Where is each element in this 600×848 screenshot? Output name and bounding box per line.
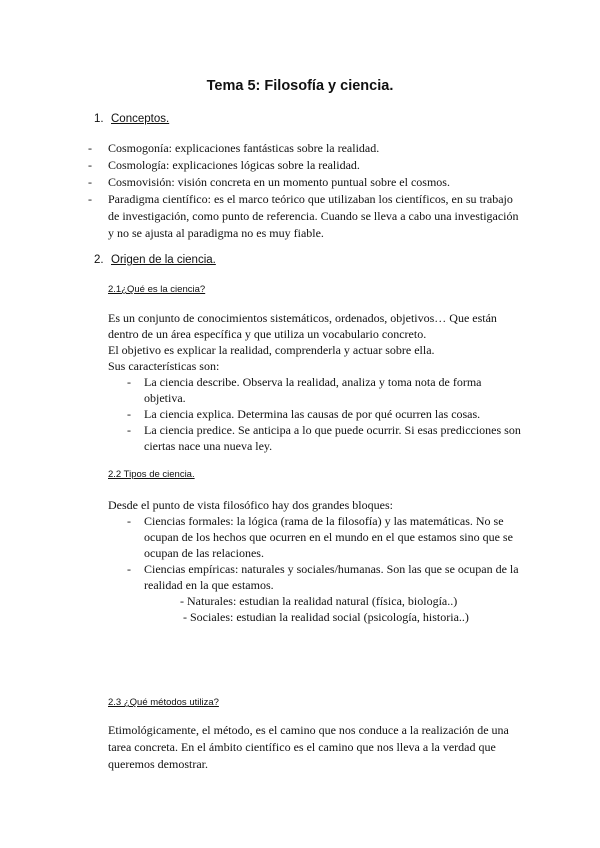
dash-bullet: - (127, 423, 131, 437)
paragraph-line: queremos demostrar. (108, 757, 208, 771)
subsection-heading-2-1: 2.1¿Qué es la ciencia? (108, 284, 206, 295)
page-title: Tema 5: Filosofía y ciencia. (206, 78, 394, 94)
list-item-text: La ciencia describe. Observa la realidad, analiza y toma nota de forma (144, 375, 482, 389)
section-heading-2 (94, 254, 394, 268)
list-item-text: La ciencia predice. Se anticipa a lo que puede ocurrir. Si esas predicciones son (144, 423, 521, 437)
subsection-heading-2-2: 2.2 Tipos de ciencia. (108, 469, 195, 480)
dash-bullet: - (127, 375, 131, 389)
list-item-text: ocupan de las relaciones. (144, 546, 264, 560)
dash-bullet: - (88, 192, 92, 206)
sub-list-item: - Naturales: estudian la realidad natural (física, biología..) (180, 594, 458, 608)
list-item-text: Cosmogonía: explicaciones fantásticas sobre la realidad. (108, 141, 380, 155)
list-item-text: La ciencia explica. Determina las causas de por qué ocurren las cosas. (144, 407, 481, 421)
list-item-text: Cosmovisión: visión concreta en un momento puntual sobre el cosmos. (108, 175, 450, 189)
list-item-text: Ciencias formales: la lógica (rama de la filosofía) y las matemáticas. No se (144, 514, 504, 528)
list-item-text: ocupan de los hechos que ocurren en el mundo en el que estamos sino que se (144, 530, 513, 544)
dash-bullet: - (88, 158, 92, 172)
list-item-text: Cosmología: explicaciones lógicas sobre la realidad. (108, 158, 360, 172)
list-item-text: y no se ajusta al paradigma no es muy fiable. (108, 226, 324, 240)
section-title: Origen de la ciencia. (111, 254, 216, 266)
paragraph-line: Sus características son: (108, 359, 220, 373)
dash-bullet: - (88, 141, 92, 155)
dash-bullet: - (127, 514, 131, 528)
subsection-heading-2-3: 2.3 ¿Qué métodos utiliza? (108, 697, 219, 708)
paragraph-line: Es un conjunto de conocimientos sistemáticos, ordenados, objetivos… Que están (108, 311, 497, 325)
dash-bullet: - (127, 562, 131, 576)
list-item-text: Ciencias empíricas: naturales y sociales/humanas. Son las que se ocupan de la (144, 562, 519, 576)
section-heading-1 (94, 113, 394, 127)
paragraph-line: dentro de un área específica y que utiliza un vocabulario concreto. (108, 327, 427, 341)
section-title: Conceptos. (111, 113, 170, 125)
dash-bullet: - (127, 407, 131, 421)
list-item-text: ciertas nace una nueva ley. (144, 439, 273, 453)
section-number: 2. (94, 254, 104, 266)
paragraph-line: Etimológicamente, el método, es el camino que nos conduce a la realización de una (108, 723, 509, 737)
list-item-text: realidad en la que estamos. (144, 578, 274, 592)
dash-bullet: - (88, 175, 92, 189)
paragraph-line: El objetivo es explicar la realidad, comprenderla y actuar sobre ella. (108, 343, 435, 357)
list-item-text: Paradigma científico: es el marco teórico que utilizaban los científicos, en su trabajo (108, 192, 513, 206)
list-item-text: objetiva. (144, 391, 186, 405)
sub-list-item: - Sociales: estudian la realidad social (psicología, historia..) (183, 610, 469, 624)
paragraph-line: tarea concreta. En el ámbito científico es el camino que nos lleva a la verdad que (108, 740, 496, 754)
list-item-text: de investigación, como punto de referencia. Cuando se lleva a cabo una investigación (108, 209, 519, 223)
section-number: 1. (94, 113, 104, 125)
paragraph-line: Desde el punto de vista filosófico hay dos grandes bloques: (108, 498, 393, 512)
